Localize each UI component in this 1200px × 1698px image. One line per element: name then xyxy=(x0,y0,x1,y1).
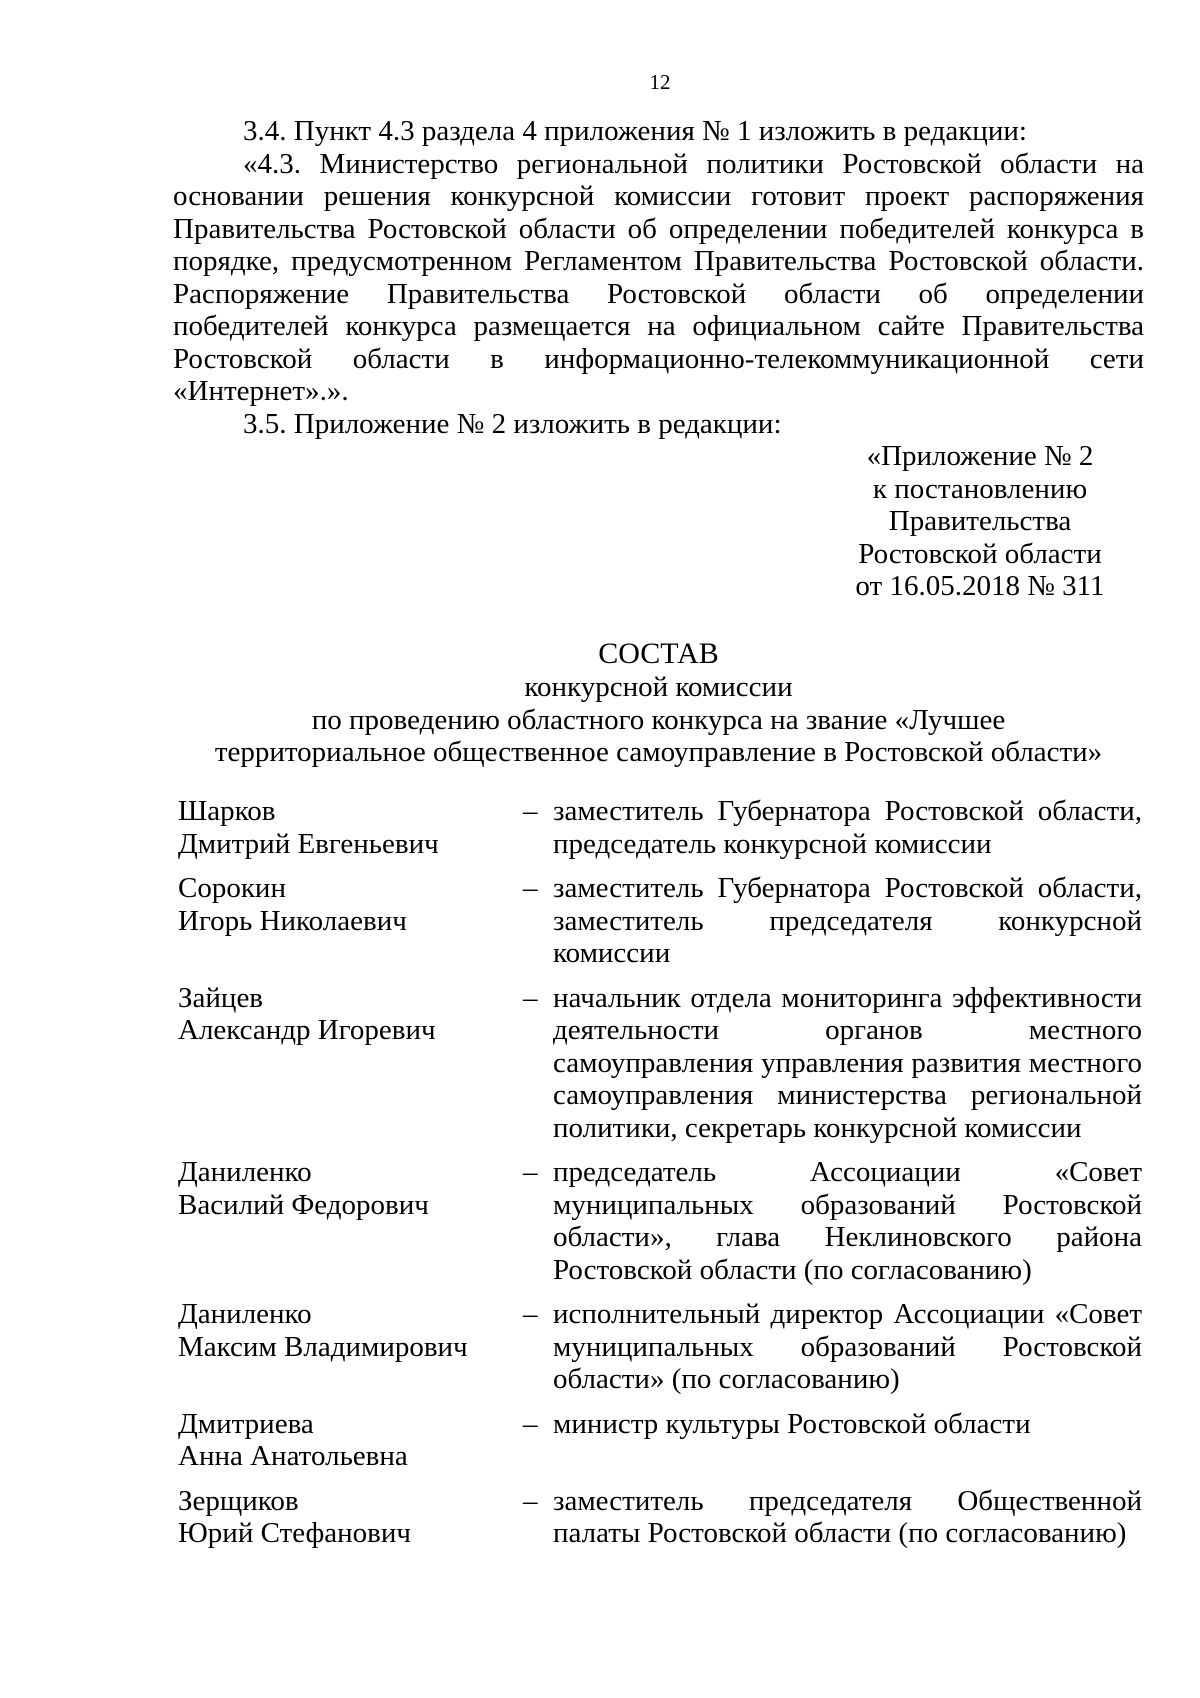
list-item xyxy=(178,872,1144,970)
member-name xyxy=(178,1485,523,1550)
appendix-line: «Приложение № 2 xyxy=(866,440,1094,472)
dash-separator: – xyxy=(523,1298,538,1330)
title-line: по проведению областного конкурса на звание «Лучшее xyxy=(311,703,1006,736)
member-name xyxy=(178,1408,523,1473)
document-title xyxy=(173,637,1144,769)
member-surname: Даниленко xyxy=(178,1298,312,1330)
title-line: территориальное общественное самоуправление в Ростовской области» xyxy=(214,736,1103,768)
member-surname: Зерщиков xyxy=(178,1484,299,1517)
member-position: председатель Ассоциации «Совет муниципальных образований Ростовской области», глава Неклиновского района Ростовской области (по согласованию) xyxy=(553,1156,1142,1286)
member-position: начальник отдела мониторинга эффективности деятельности органов местного самоуправления управления развития местного самоуправления министерства региональной политики, секретарь конкурсной комиссии xyxy=(553,981,1142,1144)
appendix-header xyxy=(845,440,1115,603)
list-item xyxy=(178,1298,1144,1396)
dash-separator: – xyxy=(523,795,538,827)
member-surname: Дмитриева xyxy=(178,1407,314,1440)
member-given-name: Василий Федорович xyxy=(178,1188,429,1221)
member-surname: Сорокин xyxy=(178,872,286,904)
dash-separator: – xyxy=(523,1156,538,1188)
dash-separator: – xyxy=(523,981,538,1014)
member-given-name: Александр Игоревич xyxy=(178,1014,436,1046)
member-position: исполнительный директор Ассоциации «Совет муниципальных образований Ростовской области» (по согласованию) xyxy=(553,1298,1142,1395)
dash-separator: – xyxy=(523,1407,538,1440)
list-item xyxy=(178,1408,1144,1473)
member-given-name: Дмитрий Евгеньевич xyxy=(178,827,439,860)
member-surname: Зайцев xyxy=(178,981,264,1014)
member-name xyxy=(178,872,523,937)
member-surname: Даниленко xyxy=(178,1156,312,1188)
commission-members-list xyxy=(178,795,1144,1562)
member-given-name: Юрий Стефанович xyxy=(178,1517,411,1549)
dash-separator: – xyxy=(523,872,538,904)
page-number: 12 xyxy=(649,70,671,94)
member-given-name: Максим Владимирович xyxy=(178,1330,468,1363)
member-position: заместитель Губернатора Ростовской области, заместитель председателя конкурсной комиссии xyxy=(553,872,1142,969)
appendix-line: Правительства xyxy=(888,505,1072,537)
list-item xyxy=(178,1485,1144,1550)
member-given-name: Анна Анатольевна xyxy=(178,1440,408,1472)
appendix-line: Ростовской области xyxy=(858,537,1102,570)
list-item xyxy=(178,795,1144,860)
member-name xyxy=(178,1156,523,1221)
amendment-text xyxy=(173,115,1144,440)
member-surname: Шарков xyxy=(178,795,276,827)
appendix-line: от 16.05.2018 № 311 xyxy=(855,570,1105,602)
member-name xyxy=(178,982,523,1047)
paragraph-3-5: 3.5. Приложение № 2 изложить в редакции: xyxy=(243,407,782,440)
title-heading: СОСТАВ xyxy=(598,637,719,670)
paragraph-4-3-quote: «4.3. Министерство региональной политики Ростовской области на основании решения конкурсной комиссии готовит проект распоряжения Правительства Ростовской области об определении победителей конкурса в порядке, предусмотренном Регламентом Правительства Ростовской области. Распоряжение Правительства Ростовской области об определении победителей конкурса размещается на официальном сайте Правительства Ростовской области в информационно-телекоммуникационной сети «Интернет».». xyxy=(173,147,1144,407)
member-position: заместитель Губернатора Ростовской области, председатель конкурсной комиссии xyxy=(553,795,1142,860)
member-position: министр культуры Ростовской области xyxy=(553,1407,1031,1440)
member-name xyxy=(178,1298,523,1363)
member-position: заместитель председателя Общественной палаты Ростовской области (по согласованию) xyxy=(553,1484,1142,1549)
member-given-name: Игорь Николаевич xyxy=(178,904,407,937)
list-item xyxy=(178,982,1144,1145)
dash-separator: – xyxy=(523,1484,538,1517)
member-name xyxy=(178,795,523,860)
list-item xyxy=(178,1156,1144,1286)
title-line: конкурсной комиссии xyxy=(524,671,793,703)
paragraph-3-4: 3.4. Пункт 4.3 раздела 4 приложения № 1 изложить в редакции: xyxy=(243,115,1027,147)
appendix-line: к постановлению xyxy=(872,472,1088,505)
